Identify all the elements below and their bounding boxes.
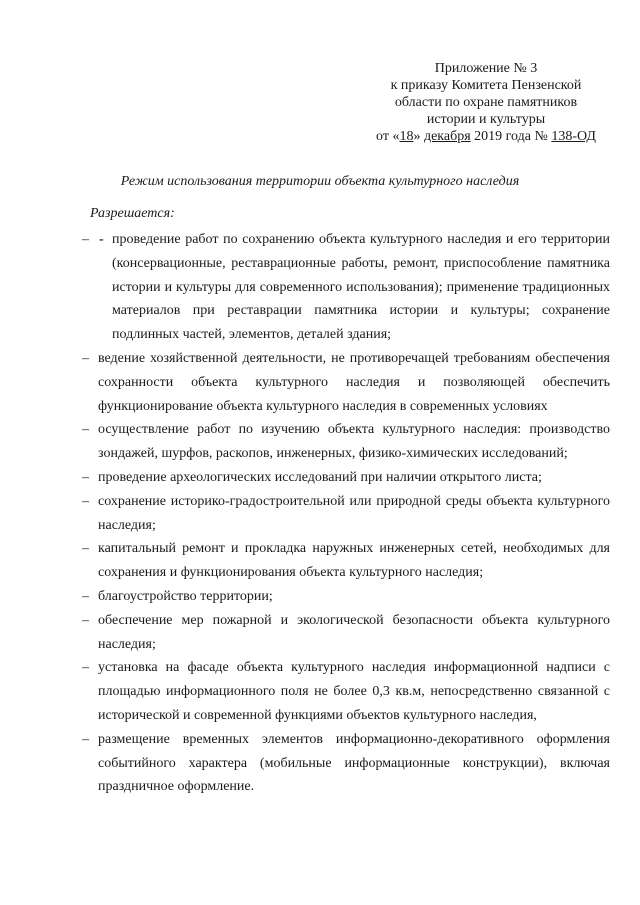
appendix-number: Приложение № 3 bbox=[434, 61, 538, 76]
list-item bbox=[0, 228, 640, 347]
list-item bbox=[0, 537, 640, 585]
date-month: декабря bbox=[423, 129, 471, 144]
date-day: 18 bbox=[399, 129, 414, 144]
appendix-line-3: области по охране памятников bbox=[394, 95, 578, 110]
allowed-list bbox=[0, 228, 640, 799]
list-dash: – bbox=[82, 422, 89, 438]
list-item bbox=[0, 728, 640, 799]
list-item-text: установка на фасаде объекта культурного наследия информационной надписи с площадью информационного поля не более 0,3 кв.м, непосредственно связанной с исторической и современной функциями объектов культурного наследия, bbox=[98, 660, 610, 723]
list-item-text: капитальный ремонт и прокладка наружных инженерных сетей, необходимых для сохранения и функционирования объекта культурного наследия; bbox=[98, 541, 610, 581]
list-item bbox=[0, 466, 640, 490]
list-item bbox=[0, 418, 640, 466]
list-item bbox=[0, 585, 640, 609]
list-item bbox=[0, 490, 640, 538]
list-item-text: проведение археологических исследований при наличии открытого листа; bbox=[98, 469, 542, 485]
list-item-text: размещение временных элементов информационно-декоративного оформления событийного характера (мобильные информационные конструкции), включая праздничное оформление. bbox=[98, 731, 610, 795]
list-item-text: осуществление работ по изучению объекта культурного наследия: производство зондажей, шурфов, раскопов, инженерных, физико-химических исследований; bbox=[98, 422, 610, 462]
list-dash: – bbox=[82, 232, 89, 247]
list-item bbox=[0, 609, 640, 657]
list-dash: – bbox=[82, 660, 89, 676]
list-item bbox=[0, 347, 640, 418]
date-mid: » bbox=[413, 129, 424, 144]
allowed-label: Разрешается: bbox=[90, 206, 175, 221]
list-dash: – bbox=[82, 588, 89, 604]
list-item-text: проведение работ по сохранению объекта культурного наследия и его территории (консервационные, реставрационные работы, ремонт, приспособление памятника истории и культуры для современного использования); применение традиционных материалов при реставрации памятника истории и культуры; сохранение подлинных частей, элементов, деталей здания; bbox=[112, 232, 610, 343]
document-title: Режим использования территории объекта культурного наследия bbox=[120, 174, 520, 189]
order-number: 138-ОД bbox=[551, 129, 596, 144]
list-item bbox=[0, 656, 640, 727]
list-dash: – bbox=[82, 469, 89, 485]
list-item-text: сохранение историко-градостроительной или природной среды объекта культурного наследия; bbox=[98, 493, 610, 533]
appendix-line-4: истории и культуры bbox=[426, 112, 546, 127]
list-marker: - bbox=[99, 232, 104, 247]
date-year: 2019 года № bbox=[470, 129, 552, 144]
appendix-date-line bbox=[366, 128, 606, 145]
list-dash: – bbox=[82, 493, 89, 509]
list-dash: – bbox=[82, 731, 89, 747]
appendix-header bbox=[366, 60, 606, 145]
appendix-line-2: к приказу Комитета Пензенской bbox=[390, 78, 582, 93]
list-item-text: ведение хозяйственной деятельности, не противоречащей требованиям обеспечения сохранности объекта культурного наследия и позволяющей обеспечить функционирование объекта культурного наследия в современных условиях bbox=[98, 350, 610, 414]
date-prefix: от « bbox=[376, 129, 400, 144]
list-dash: – bbox=[82, 612, 89, 628]
list-item-text: благоустройство территории; bbox=[98, 588, 273, 604]
list-dash: – bbox=[82, 350, 89, 366]
list-dash: – bbox=[82, 541, 89, 557]
list-item-text: обеспечение мер пожарной и экологической безопасности объекта культурного наследия; bbox=[98, 612, 610, 652]
